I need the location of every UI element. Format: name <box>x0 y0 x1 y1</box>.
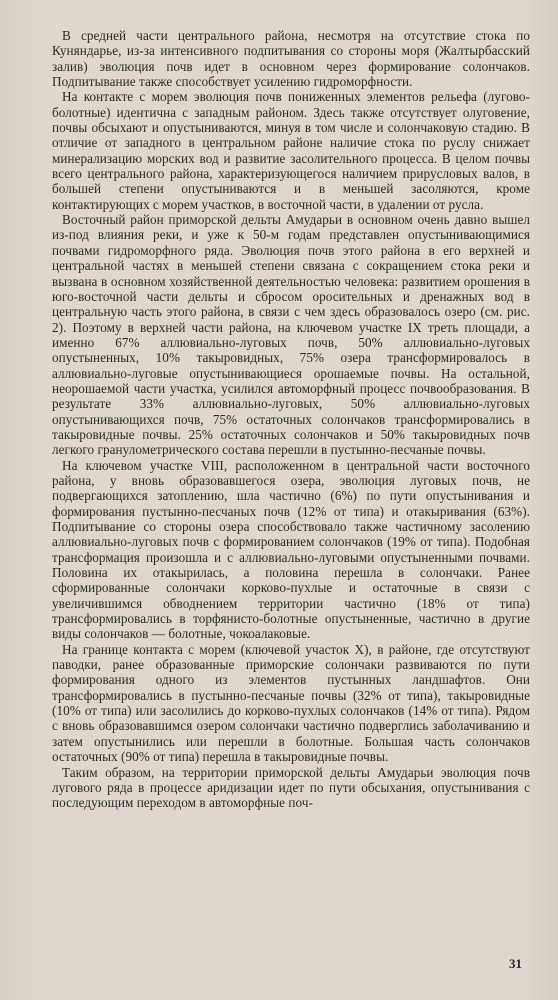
page-number: 31 <box>509 956 522 971</box>
paragraph-3: Восточный район приморской дельты Амударьи в основном очень давно вышел из-под влияния реки, и уже к 50-м годам представлен опустынивающимися почвами гидроморфного ряда. Эволюция почв этого района в его верхней и центральной частях в меньшей степени связана с сокращением стока реки и вызвана в основном хозяйственной деятельностью человека: развитием орошения в юго-восточной части дельты и сбросом оросительных и дренажных вод в центральную часть этого района, в связи с чем здесь образовалось озеро (см. рис. 2). Поэтому в верхней части района, на ключевом участке IX треть площади, а именно 67% аллювиально-луговых почв, 50% аллювиально-луговых опустыненных, 10% такыровидных, 75% озера трансформировалось в аллювиально-луговые опустынивающиеся орошаемые почвы. На остальной, неорошаемой части участка, усилился автоморфный процесс почвообразования. В результате 33% аллювиально-луговых, 50% аллювиально-луговых опустынивающихся почв, 75% остаточных солончаков трансформировались в такыровидные почвы. 25% остаточных солончаков и 50% такыровидных почв легкого гранулометрического состава перешли в пустынно-песчаные почвы. <box>52 212 530 458</box>
paragraph-6: Таким образом, на территории приморской дельты Амударьи эволюция почв лугового ряда в процессе аридизации идет по пути обсыхания, опустынивания с последующим переходом в автоморфные поч- <box>52 764 530 811</box>
body-text <box>52 28 530 811</box>
paragraph-5: На границе контакта с морем (ключевой участок X), в районе, где отсутствуют паводки, ранее образованные приморские солончаки развиваются по пути формирования одного из элементов пустынных ландшафтов. Они трансформировались в пустынно-песчаные почвы (32% от типа), такыровидные (10% от типа) или засолились до корково-пухлых солончаков (14% от типа). Рядом с вновь образовавшимся озером солончаки частично подверглись заболачиванию и затем опустынились или перешли в болотные. Большая часть солончаков остаточных (90% от типа) перешла в такыровидные почвы. <box>52 641 530 765</box>
paragraph-2: На контакте с морем эволюция почв пониженных элементов рельефа (лугово-болотные) идентична с западным районом. Здесь также отсутствует олуговение, почвы обсыхают и опустыниваются, минуя в том числе и солончаковую стадию. В отличие от западного в центральном районе наличие стока по руслу снижает минерализацию морских вод и развитие засолительного процесса. В целом почвы всего центрального района, характеризующегося наличием прирусловых валов, в большей степени опустыниваются и в меньшей засоляются, кроме контактирующих с морем участков, в восточной части, в удалении от русла. <box>52 89 530 212</box>
paragraph-4: На ключевом участке VIII, расположенном в центральной части восточного района, у вновь образовавшегося озера, эволюция луговых почв, не подвергающихся затоплению, шла частично (6%) по пути опустынивания и формирования пустынно-песчаных почв (12% от типа) и отакыривания (63%). Подпитывание со стороны озера способствовало также частичному засолению аллювиально-луговых почв с формированием солончаков (19% от типа). Подобная трансформация произошла и с аллювиально-луговыми опустыненными почвами. Половина их отакырилась, а половина перешла в солончаки. Ранее сформированные солончаки корково-пухлые и остаточные в связи с увеличившимся обводнением территории частично (18% от типа) трансформировались в торфянисто-болотные опустыненные, частично в другие виды солончаков — болотные, чокоалаковые. <box>52 457 530 642</box>
paragraph-1: В средней части центрального района, несмотря на отсутствие стока по Куняндарье, из-за интенсивного подпитывания со стороны моря (Жалтырбасский залив) эволюция почв идет в основном через формирование солончаков. Подпитывание также способствует усилению гидроморфности. <box>52 28 530 90</box>
